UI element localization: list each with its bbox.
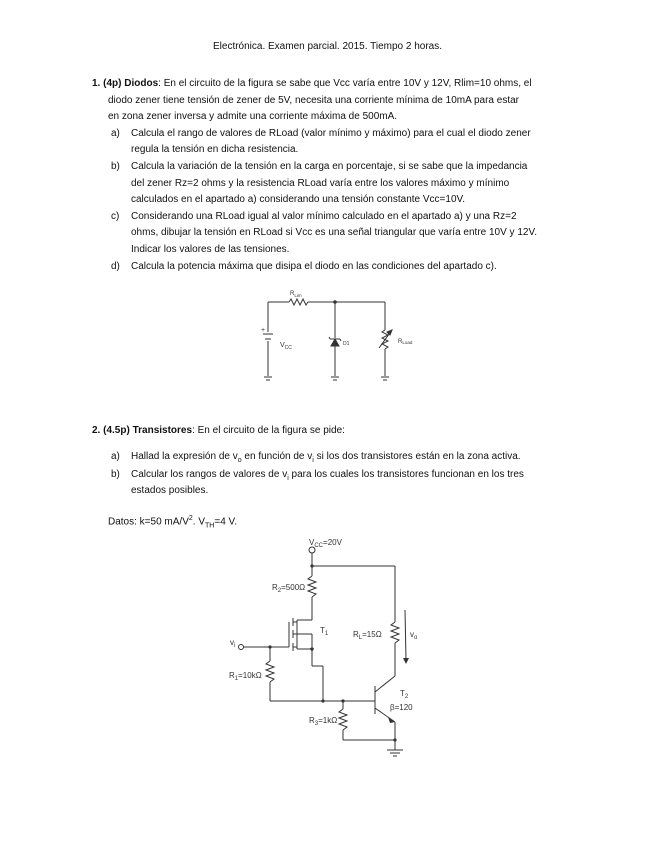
q1-points: (4p) bbox=[103, 78, 122, 89]
beta-label: β=120 bbox=[390, 703, 413, 712]
r3-label: R bbox=[309, 716, 315, 725]
vcc-sub: CC bbox=[284, 345, 292, 351]
q1-item-line: del zener Rz=2 ohms y la resistencia RLoad varía entre los valores máximo y mínimo bbox=[131, 178, 510, 189]
q2-b-text: para los cuales los transistores funcionan en los tres bbox=[288, 469, 524, 480]
q2-points: (4.5p) bbox=[103, 425, 130, 436]
q2-datos bbox=[108, 512, 237, 532]
zener-label: D1 bbox=[343, 341, 350, 347]
q2-item-label: b) bbox=[111, 469, 120, 480]
q1-item-line: Considerando una RLoad igual al valor mínimo calculado en el apartado a) y una Rz=2 bbox=[131, 211, 517, 222]
vcc2-label: V bbox=[309, 538, 315, 547]
r3-value: =1kΩ bbox=[318, 716, 338, 725]
svg-text:+: + bbox=[261, 327, 266, 334]
r1-label: R bbox=[229, 671, 235, 680]
q1-number: 1. bbox=[92, 78, 101, 89]
datos-sup: 2 bbox=[188, 515, 193, 522]
svg-text:R3=1kΩ bbox=[309, 716, 337, 727]
r1-value: =10kΩ bbox=[238, 671, 262, 680]
q1-intro-line2: diodo zener tiene tensión de zener de 5V, necesita una corriente mínima de 10mA para estar bbox=[108, 95, 520, 106]
rl-value: =15Ω bbox=[362, 630, 382, 639]
q2-number: 2. bbox=[92, 425, 101, 436]
question-2-intro bbox=[92, 424, 345, 437]
svg-text:vo bbox=[410, 630, 418, 641]
q1-item-label: c) bbox=[111, 211, 120, 222]
q2-a-text: si los dos transistores están en la zona activa. bbox=[313, 451, 521, 462]
vi-label: v bbox=[230, 638, 234, 647]
q2-topic: Transistores bbox=[132, 425, 193, 436]
vo-label: v bbox=[410, 630, 414, 639]
r2-label: R bbox=[272, 583, 278, 592]
svg-text:RLim bbox=[290, 291, 302, 298]
svg-text:VCC bbox=[280, 342, 292, 351]
q1-item-line: Calcula la variación de la tensión en la carga en porcentaje, si se sabe que la impedancia bbox=[131, 161, 528, 172]
svg-text:RLoad bbox=[398, 339, 413, 345]
zener-circuit-diagram bbox=[250, 286, 420, 390]
r1-sub: 1 bbox=[234, 676, 239, 682]
q1-item-line: Calcula el rango de valores de RLoad (valor mínimo y máximo) para el cual el diodo zener bbox=[131, 128, 531, 139]
q1-item-label: d) bbox=[111, 261, 120, 272]
q1-item-label: a) bbox=[111, 128, 120, 139]
q2-a-sub: o bbox=[237, 457, 242, 464]
r2-sub: 2 bbox=[277, 588, 282, 594]
rload-sub: Load bbox=[402, 340, 413, 345]
t1-sub: 1 bbox=[324, 631, 329, 637]
rl-label: R bbox=[353, 630, 359, 639]
q2-item-b bbox=[131, 468, 524, 485]
q1-intro-line3: en zona zener inversa y admite una corriente máxima de 500mA. bbox=[108, 111, 398, 122]
q1-item-line: ohms, dibujar la tensión en RLoad si Vcc es una señal triangular que varía entre 10V y 12V. bbox=[131, 227, 537, 238]
rlim-label: R bbox=[290, 291, 295, 297]
datos-sub: TH bbox=[205, 522, 215, 530]
q2-intro: : En el circuito de la figura se pide: bbox=[192, 425, 345, 436]
svg-text:R1=10kΩ bbox=[229, 671, 262, 682]
vcc-label: V bbox=[280, 342, 285, 349]
transistor-circuit-diagram bbox=[225, 536, 425, 766]
q2-a-text: Hallad la expresión de v bbox=[131, 451, 238, 462]
q1-item-label: b) bbox=[111, 161, 120, 172]
vi-sub: i bbox=[234, 643, 236, 649]
svg-text:R2=500Ω bbox=[272, 583, 305, 594]
q2-item-label: a) bbox=[111, 451, 120, 462]
svg-text:RL=15Ω bbox=[353, 630, 382, 641]
q2-b-sub: i bbox=[287, 475, 289, 482]
vo-sub: o bbox=[414, 635, 418, 641]
vcc2-sub: CC bbox=[314, 543, 324, 549]
t1-label: T bbox=[320, 626, 325, 635]
q2-a-sub: i bbox=[312, 457, 314, 464]
t2-label: T bbox=[400, 689, 405, 698]
datos-text: =4 V. bbox=[214, 516, 238, 528]
svg-text:T2 bbox=[400, 689, 409, 700]
q1-item-line: regula la tensión en dicha resistencia. bbox=[131, 144, 299, 155]
t2-sub: 2 bbox=[404, 694, 409, 700]
q1-item-line: calculados en el apartado a) considerando una tensión constante Vcc=10V. bbox=[131, 194, 466, 205]
r3-sub: 3 bbox=[314, 721, 319, 727]
r2-value: =500Ω bbox=[281, 583, 306, 592]
q2-item-a bbox=[131, 450, 521, 467]
q2-item-line: estados posibles. bbox=[131, 485, 209, 496]
svg-text:T1 bbox=[320, 626, 329, 637]
datos-text: . V bbox=[192, 516, 206, 528]
rload-label: R bbox=[398, 339, 403, 345]
vcc2-value: =20V bbox=[323, 538, 342, 547]
q1-item-line: Calcula la potencia máxima que disipa el diodo en las condiciones del apartado c). bbox=[131, 261, 497, 272]
q1-intro-line1: : En el circuito de la figura se sabe que Vcc varía entre 10V y 12V, Rlim=10 ohms, el bbox=[158, 78, 532, 89]
q1-item-line: Indicar los valores de las tensiones. bbox=[131, 244, 290, 255]
q2-b-text: Calcular los rangos de valores de v bbox=[131, 469, 288, 480]
svg-text:VCC=20V bbox=[309, 538, 343, 549]
q1-topic: Diodos bbox=[124, 78, 159, 89]
rl-sub: L bbox=[358, 635, 363, 641]
svg-text:vi bbox=[230, 638, 235, 649]
question-1-intro bbox=[92, 77, 532, 90]
rlim-sub: Lim bbox=[294, 293, 302, 298]
page-title: Electrónica. Examen parcial. 2015. Tiempo 2 horas. bbox=[212, 41, 442, 52]
q2-a-text: en función de v bbox=[241, 451, 313, 462]
datos-text: Datos: k=50 mA/V bbox=[108, 516, 189, 528]
